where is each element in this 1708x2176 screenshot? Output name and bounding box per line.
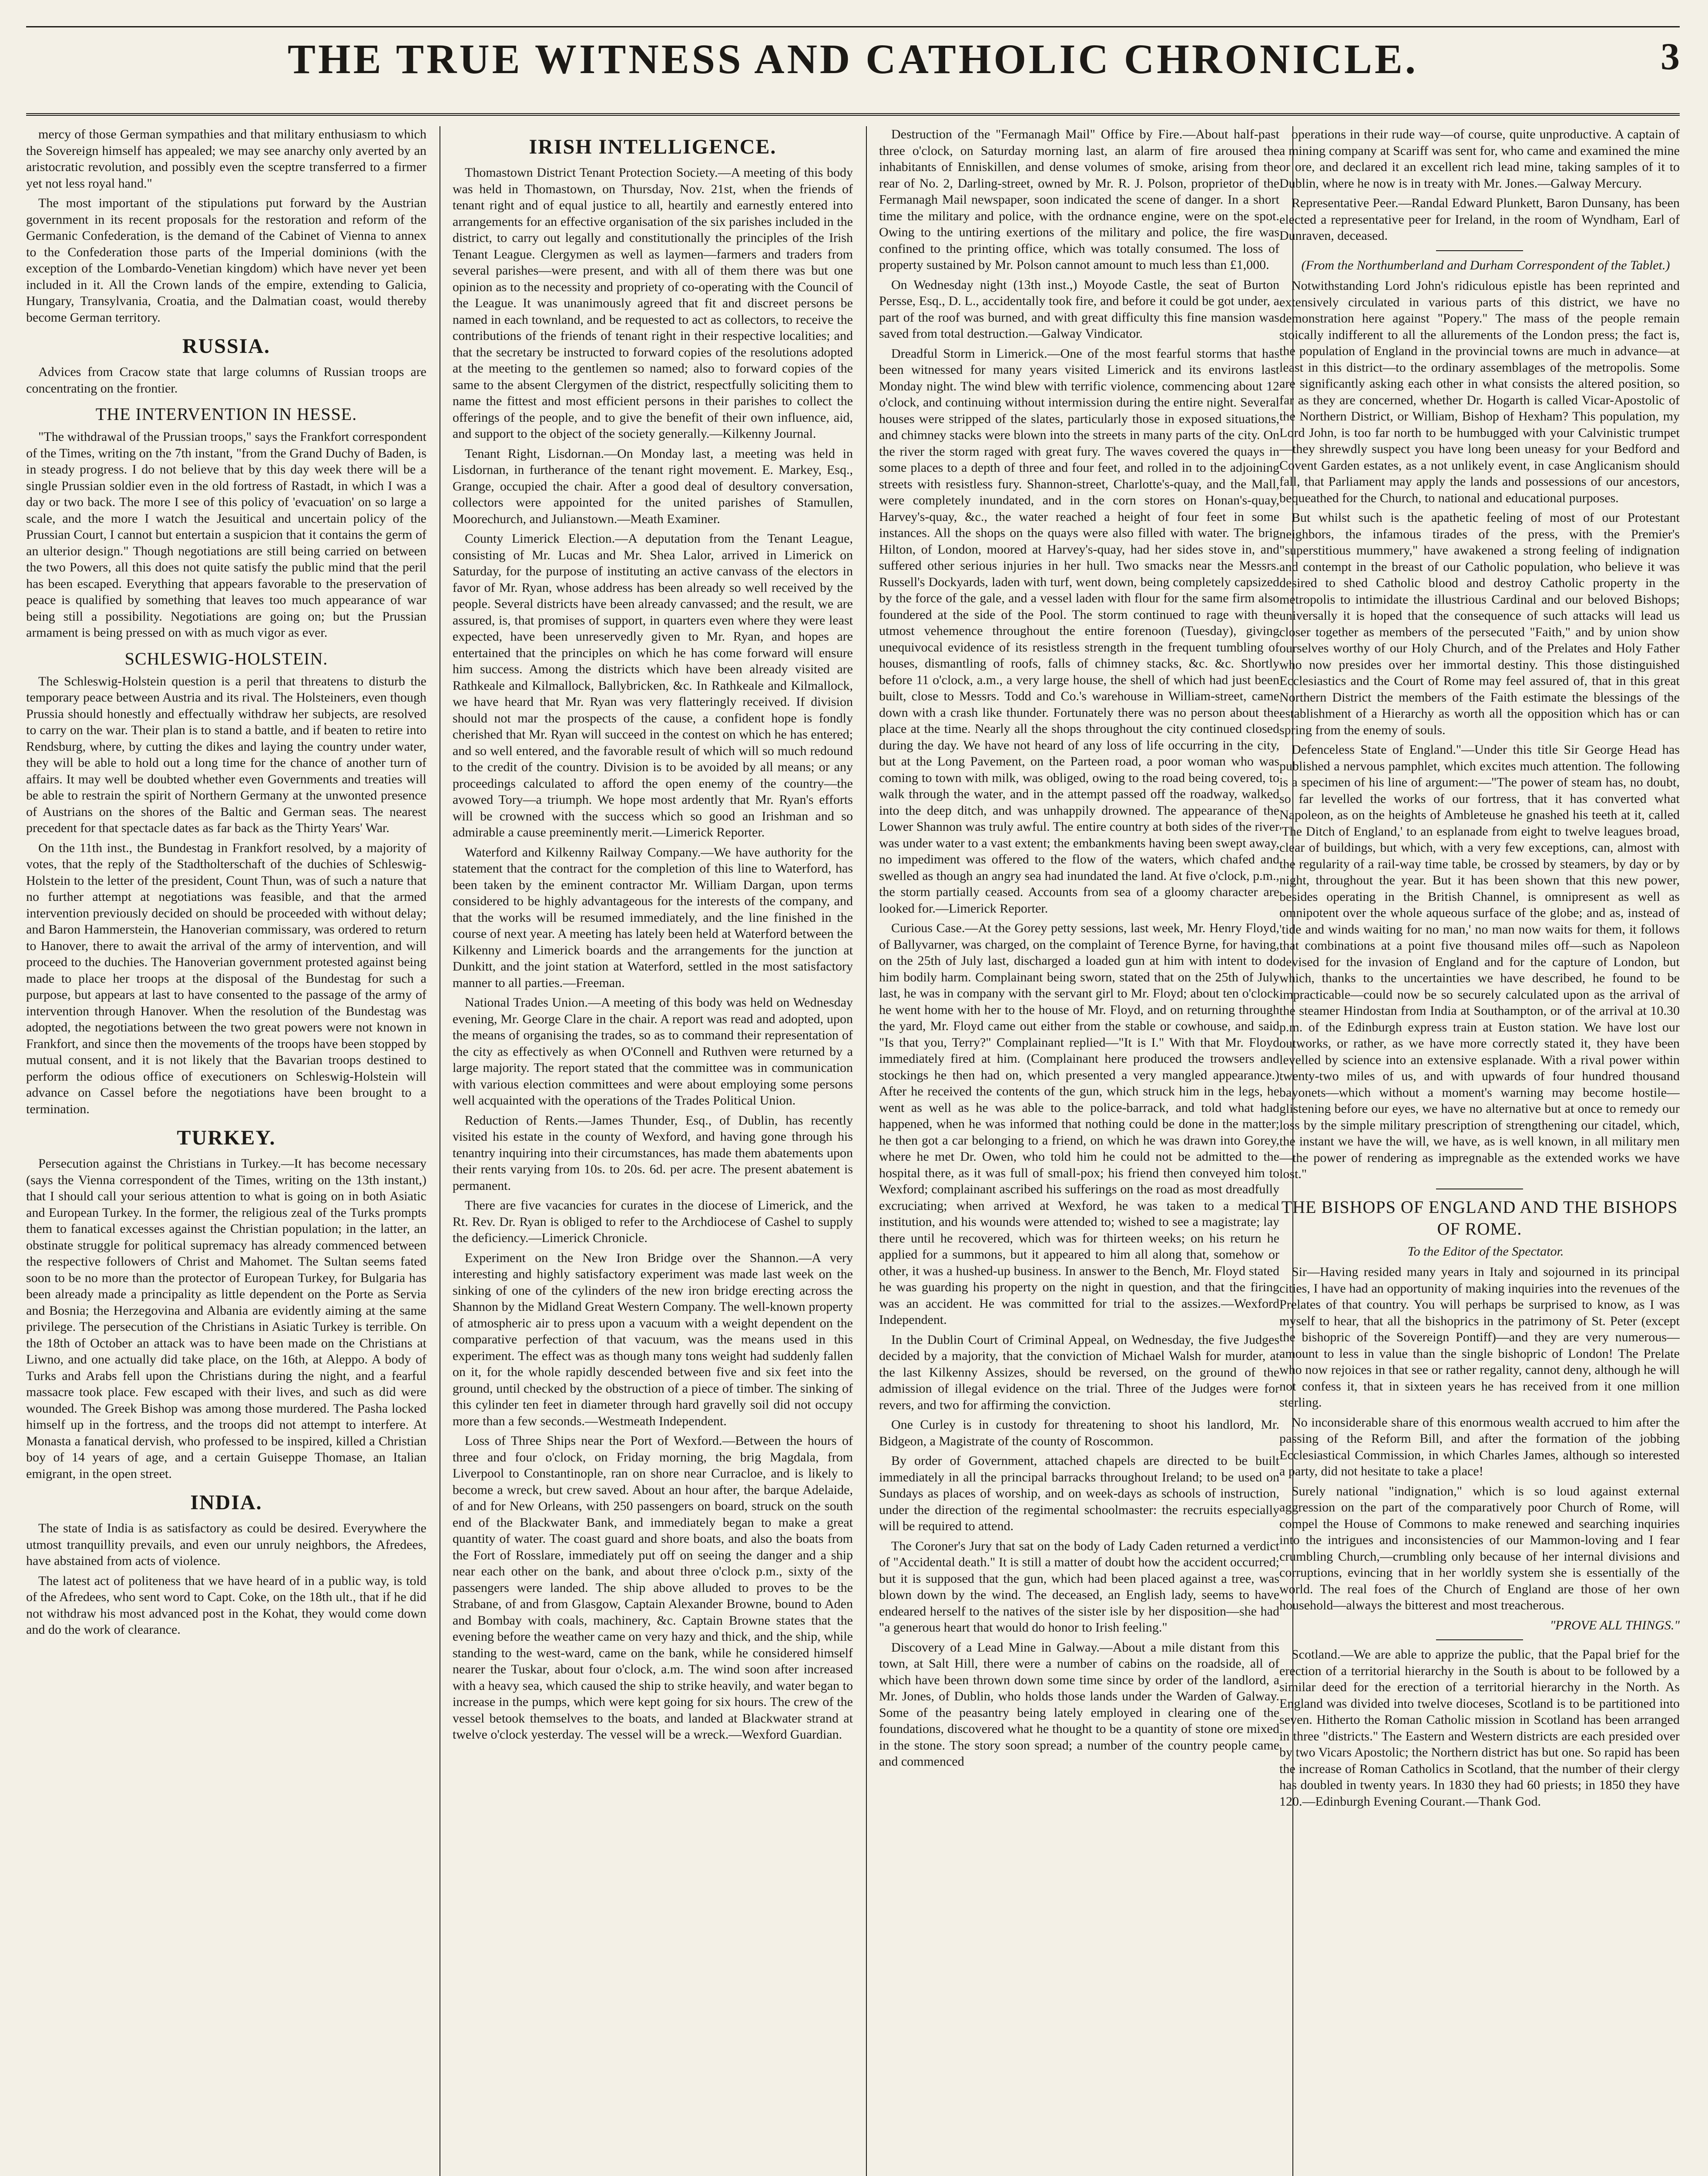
article-paragraph: Scotland.—We are able to apprize the public, that the Papal brief for the erection of a territorial hierarchy in the South is about to be followed by a similar deed for the erection of a territorial hierarchy in the North. As England was divided into twelve dioceses, Scotland is to be partitioned into seven. Hitherto the Roman Catholic mission in Scotland has been arranged in three "districts." The Eastern and Western districts are each presided over by two Vicars Apostolic; the Northern district has but one. So rapid has been the increase of Roman Catholics in Scotland, that the number of their clergy has doubled in twenty years. In 1830 they had 60 priests; in 1850 they have 120.—Edinburgh Evening Courant.—Thank God. (1279, 1647, 1680, 1809)
article-paragraph: The Schleswig-Holstein question is a peril that threatens to disturb the temporary peace between Austria and its rival. The Holsteiners, even though Prussia should honestly and effectually withdraw her subjects, are resolved to carry on the war. Their plan is to stand a battle, and if beaten to retire into Rendsburg, where, by cutting the dikes and laying the country under water, they will be able to hold out a long time for the chance of another turn of affairs. It may well be doubted whether even Governments and treaties will be able to restrain the spirit of Northern Germany at the unwonted presence of Austrians on the shores of the Baltic and German seas. The nearest precedent for that spectacle dates as far back as the Thirty Years' War. (26, 674, 426, 835)
section-rule (1436, 250, 1523, 251)
masthead (26, 17, 1680, 116)
column-2 (453, 126, 853, 2176)
article-paragraph: Surely national "indignation," which is so loud against external aggression on the part of the comparatively poor Church of Rome, will compel the House of Commons to make renewed and searching inquiries into the intrigues and inconsistencies of our Mammon-loving and I fear crumbling Church,—crumbling only because of her internal divisions and corruptions, evincing that in her worldly system she is essentially of the world. The real foes of the Church of England are those of her own household—always the bitterest and most treacherous. (1279, 1484, 1680, 1612)
section-heading: IRISH INTELLIGENCE. (529, 135, 777, 158)
masthead-title: THE TRUE WITNESS AND CATHOLIC CHRONICLE. (288, 36, 1418, 82)
section-heading: SCHLESWIG-HOLSTEIN. (124, 648, 328, 668)
section-heading: RUSSIA. (182, 335, 271, 358)
article-paragraph: Reduction of Rents.—James Thunder, Esq., of Dublin, has recently visited his estate in the county of Wexford, and having gone through his tenantry inquiring into their circumstances, has made them abatements upon their rents varying from 10s. to 20s. 6d. per acre. The present abatement is permanent. (453, 1113, 853, 1193)
article-paragraph: Thomastown District Tenant Protection Society.—A meeting of this body was held in Thomastown, on Thursday, Nov. 21st, when the friends of tenant right and of equal justice to all, heartily and earnestly entered into arrangements for an effective organisation of the six parishes included in the district, to carry out legally and constitutionally the principles of the Irish Tenant League. Clergymen as well as laymen—farmers and traders from several parishes—were present, and with all of them there was but one opinion as to the necessity and propriety of co-operating with the Council of the League. It was unanimously agreed that fit and discreet persons be named in each townland, and be requested to act as collectors, to receive the contributions of the friends of tenant right in their respective localities; and that the secretary be instructed to forward copies of the resolutions adopted at the meeting to the gentlemen so named; also to forward copies of the same to the absent Clergymen of the district, respectfully soliciting them to name the fittest and most efficient persons in their parishes to collect the offerings of the people, and to give the benefit of their own influence, aid, and support to the object of the society generally.—Kilkenny Journal. (453, 165, 853, 441)
letter-salutation: To the Editor of the Spectator. (1407, 1244, 1564, 1259)
article-paragraph: There are five vacancies for curates in the diocese of Limerick, and the Rt. Rev. Dr. Ryan is obliged to refer to the Archdiocese of Cashel to supply the deficiency.—Limerick Chronicle. (453, 1198, 853, 1245)
article-paragraph: Waterford and Kilkenny Railway Company.—We have authority for the statement that the contract for the completion of this line to Waterford, has been taken by the eminent contractor Mr. William Dargan, upon terms considered to be highly advantageous for the interests of the company, and that the works will be resumed immediately, and the line finished in the course of next year. A meeting has lately been held at Waterford between the Kilkenny and Limerick boards and the arrangements for the junction at Dunkitt, and the joint station at Waterford, settled in the most satisfactory manner to all parties.—Freeman. (453, 845, 853, 990)
article-paragraph: The latest act of politeness that we have heard of in a public way, is told of the Afredees, who sent word to Capt. Coke, on the 18th ult., that if he did not withdraw his most advanced post in the Kohat, they would come down and do the work of clearance. (26, 1573, 426, 1637)
article-paragraph: The Coroner's Jury that sat on the body of Lady Caden returned a verdict of "Accidental death." It is still a matter of doubt how the accident occurred; but it is supposed that the gun, which had been placed against a tree, was blown down by the wind. The deceased, an English lady, seems to have endeared herself to the natives of the sister isle by her disposition—she had "a generous heart that would do honor to Irish feeling." (879, 1538, 1279, 1635)
article-paragraph: Defenceless State of England."—Under this title Sir George Head has published a nervous pamphlet, which excites much attention. The following is a specimen of his line of argument:—"The power of steam has, no doubt, so far levelled the works of our fortress, that it has converted what Napoleon, as on the heights of Ambleteuse he gnashed his teeth at it, called 'The Ditch of England,' to an esplanade from eight to twelve leagues broad, clear of buildings, but which, with a very few exceptions, can, almost with the regularity of a rail-way time table, be crossed by steamers, by day or by night, throughout the year. But it has been shown that this new power, besides operating in the British Channel, is omnipresent as well as omnipotent over the whole aqueous surface of the globe; and as, instead of 'tide and winds waiting for no man,' no man now waits for them, it follows that combinations at a point five thousand miles off—such as Napoleon devised for the invasion of England and for the capture of London, but which, thanks to the uncertainties we have described, he found to be impracticable—could now be so securely calculated upon as the arrival of the steamer Hindostan from India at Southampton, or of the arrival at 10.30 p.m. of the Edinburgh express train at Euston station. We have lost our outworks, or rather, as we have more correctly stated it, they have been levelled by science into an extensive esplanade. With a rival power within twenty-two miles of us, and with upwards of four hundred thousand bayonets—which without a moment's warning may become hostile—glistening before our eyes, we have no alternative but at once to remedy our loss by the simple military prescription of strengthening our citadel, which, the instant we have the will, we have, as is well known, in all military men—the power of rendering as impregnable as the extended works we have lost." (1279, 742, 1680, 1181)
article-paragraph: On the 11th inst., the Bundestag in Frankfort resolved, by a majority of votes, that the reply of the Stadtholterschaft of the duchies of Schleswig-Holstein to the letter of the president, Count Thun, was of such a nature that no further attempt at negotiations was feasible, and that the armed intervention previously decided on should be proceeded with without delay; and Baron Hammerstein, the Hanoverian commissary, was ordered to return to Hanover, there to await the arrival of the army of intervention, and will proceed to the duchies. The Hanoverian government protested against being made to place her troops at the disposal of the Bundestag for such a purpose, but appears at last to have consented to the passage of the army of intervention through Hanover. When the resolution of the Bundestag was adopted, the negotiations between the two great powers were not known in Frankfort, and since then the movements of the troops have been stopped by mutual consent, and it is not likely that the Bavarian troops destined to perform the odious office of executioners on Schleswig-Holstein will advance on Cassel before the negotiations have been brought to a termination. (26, 840, 426, 1116)
article-paragraph: Loss of Three Ships near the Port of Wexford.—Between the hours of three and four o'clock, on Friday morning, the brig Magdala, from Liverpool to Constantinople, ran on shore near Curracloe, and is likely to become a wreck, but crew saved. About an hour after, the barque Adelaide, of and for New Orleans, with 250 passengers on board, struck on the south end of the Blackwater Bank, and immediately began to make a great quantity of water. The coast guard and shore boats, and also the boats from the Fort of Rosslare, immediately put off on seeing the danger and a ship near each other on the bank, and about three o'clock p.m., sixty of the passengers were landed. The ship above alluded to proves to be the Strabane, of and from Glasgow, Captain Alexander Browne, bound to Aden and Bombay with coals, machinery, &c. Captain Browne states that the evening before the weather came on very hazy and thick, and the ship, while standing to the west-ward, came on the bank, while he considered himself nearer the Tuskar, about four o'clock, a.m. The wind soon after increased with a heavy sea, which caused the ship to strike heavily, and water began to increase in the pumps, which were kept going for six hours. The crew of the vessel betook themselves to the boats, and landed at Blackwater strand at twelve o'clock yesterday. The vessel will be a wreck.—Wexford Guardian. (453, 1434, 853, 1742)
article-paragraph: Representative Peer.—Randal Edward Plunkett, Baron Dunsany, has been elected a representative peer for Ireland, in the room of Wyndham, Earl of Dunraven, deceased. (1279, 196, 1680, 243)
article-paragraph: National Trades Union.—A meeting of this body was held on Wednesday evening, Mr. George Clare in the chair. A report was read and adopted, upon the means of organising the trades, so as to command their representation of the city as effectively as when O'Connell and Ruthven were returned by a large majority. The report stated that the committee was in communication with various election committees and were about employing some persons well acquainted with the operations of the Trades Political Union. (453, 995, 853, 1108)
article-paragraph: One Curley is in custody for threatening to shoot his landlord, Mr. Bidgeon, a Magistrate of the county of Roscommon. (879, 1417, 1279, 1448)
article-paragraph: mercy of those German sympathies and that military enthusiasm to which the Sovereign himself has appealed; we may see anarchy only averted by an aristocratic revolution, and possibly even the sceptre transferred to a firmer yet not less royal hand." (26, 127, 426, 191)
section-rule (1436, 1639, 1523, 1640)
article-paragraph: Experiment on the New Iron Bridge over the Shannon.—A very interesting and highly satisfactory experiment was made last week on the sinking of one of the cylinders of the new iron bridge erecting across the Shannon by the Midland Great Western Company. The well-known property of atmospheric air to press upon a vacuum with a weight dependent on the comparative perfection of that vacuum, was the means used in this experiment. The effect was as though many tons weight had suddenly fallen on it, for the whole rapidly descended between five and six feet into the ground, until checked by the obstruction of a piece of timber. The sinking of this cylinder ten feet in diameter through hard gravelly soil did not occupy more than a few seconds.—Westmeath Independent. (453, 1250, 853, 1428)
column-3 (879, 126, 1279, 2176)
article-paragraph: Discovery of a Lead Mine in Galway.—About a mile distant from this town, at Salt Hill, there were a number of cabins on the roadside, all of which have been thrown down some time since by order of the landlord, a Mr. Jones, of Dublin, who holds those lands under the Warden of Galway. Some of the peasantry being lately employed in clearing one of the foundations, discovered what he thought to be a quantity of stone ore mixed in the stone. The story soon spread; a number of the country people came and commenced (879, 1640, 1279, 1769)
masthead-top-rule (26, 26, 1680, 27)
article-paragraph: Sir—Having resided many years in Italy and sojourned in its principal cities, I have had an opportunity of making inquiries into the revenues of the Prelates of that country. You will perhaps be surprised to know, as I was myself to hear, that all the bishoprics in the patrimony of St. Peter (except the bishopric of the Sovereign Pontiff)—and they are very numerous—amount to less in value than the single bishopric of London! The Prelate who now rejoices in that see or rather regality, cannot deny, although he will not confess it, that in sixteen years he has received from it one million sterling. (1279, 1265, 1680, 1410)
column-4 (1279, 126, 1680, 2176)
article-paragraph: Curious Case.—At the Gorey petty sessions, last week, Mr. Henry Floyd, of Ballyvarner, was charged, on the complaint of Terence Byrne, for having, on the 25th of July last, discharged a loaded gun at him with intent to do him bodily harm. Complainant being sworn, stated that on the 25th of July last, he was in company with the servant girl to Mr. Floyd; about ten o'clock he went home with her to the house of Mr. Floyd, and on returning through the yard, Mr. Floyd came out either from the stable or cowhouse, and said "Is that you, Terry?" Complainant replied—"It is I." With that Mr. Floyd immediately fired at him. (Complainant here produced the trowsers and stockings he then had on, which presented a very mangled appearance.) After he received the contents of the gun, which struck him in the legs, he went as well as he was able to the police-barrack, and told what had happened, when he was informed that nothing could be done in the matter; he then got a car belonging to a friend, on which he was drawn into Gorey, where he met Dr. Owen, who told him he could not be admitted to the hospital there, as it was full of small-pox; his friend then conveyed him to Wexford; complainant ascribed his sufferings on the road as most dreadfully excruciating; when arrived at Wexford, he was taken to a medical institution, and his wounds were attended to; wished to see a magistrate; lay there until he recovered, which was for thirteen weeks; on his return he applied for a summons, but it appeared to him all along that, somehow or other, it was a hushed-up business. In answer to the Bench, Mr. Floyd stated he was guarding his property on the night in question, and that the firing was an accident. He was committed for trial to the assizes.—Wexford Independent. (879, 921, 1279, 1327)
correspondent-line: (From the Northumberland and Durham Correspondent of the Tablet.) (1301, 258, 1670, 272)
page-number: 3 (1661, 36, 1680, 78)
article-paragraph: Dreadful Storm in Limerick.—One of the most fearful storms that has been witnessed for many years visited Limerick and its environs last Monday night. The wind blew with terrific violence, commencing about 12 o'clock, and continuing without intermission during the entire night. Several houses were stripped of the slates, particularly those in exposed situations, and chimney stacks were blown into the streets in many parts of the city. On the river the storm raged with great fury. The waves covered the quays in some places to a depth of three and four feet, and rolled in to the adjoining streets with resistless fury. Shannon-street, Charlotte's-quay, and the Mall, were completely inundated, and in the corn stores on Honan's-quay, Harvey's-quay, &c., the water reached a height of four feet in some instances. All the shops on the quays were also filled with water. The brig Hilton, of London, moored at Harvey's-quay, had her sides stove in, and suffered other serious injuries in her hull. Two smacks near the Messrs. Russell's Dockyards, laden with turf, went down, being completely capsized by the force of the gale, and a vessel laden with flour for the same firm also foundered at the side of the Pool. The storm continued to rage with the utmost vehemence throughout the entire forenoon (Tuesday), giving unequivocal evidence of its resistless strength in the frequent tumbling of houses, dismantling of roofs, falls of chimney stacks, &c. &c. Shortly before 11 o'clock, a.m., a very large house, the shell of which had just been built, close to Messrs. Todd and Co.'s warehouse in William-street, came down with a crash like thunder. Fortunately there was no person about the place at the time. Nearly all the shops throughout the city continued closed during the day. We have not heard of any loss of life occurring in the city, but at the Long Pavement, on the Parteen road, a poor woman who was coming to town with milk, was obliged, owing to the road being covered, to walk through the water, and in the attempt passed off the roadway, walked into the deep ditch, and was unhappily drowned. The appearance of the Lower Shannon was truly awful. The entire country at both sides of the river was under water to a vast extent; the embankments having been swept away, no impediment was offered to the flow of the waters, which chafed and swelled as though an angry sea had inundated the land. At five o'clock, p.m., the storm partially ceased. Accounts from sea of a gloomy character are looked for.—Limerick Reporter. (879, 346, 1279, 916)
article-paragraph: Tenant Right, Lisdornan.—On Monday last, a meeting was held in Lisdornan, in furtherance of the tenant right movement. E. Markey, Esq., Grange, occupied the chair. After a good deal of desultory conversation, collectors were appointed for the united parishes of Stamullen, Moorechurch, and Julianstown.—Meath Examiner. (453, 446, 853, 526)
article-paragraph: "The withdrawal of the Prussian troops," says the Frankfort correspondent of the Times, writing on the 7th instant, "from the Grand Duchy of Baden, is in steady progress. I do not believe that by this day week there will be a single Prussian soldier even in the old fortress of Rastadt, in which I was a day or two back. The more I see of this policy of 'evacuation' on so large a scale, and the more I watch the Jesuitical and uncertain policy of the Prussian Court, I cannot but entertain a suspicion that it contains the germ of an ulterior design." Though negotiations are still being carried on between the two Powers, all this does not quite satisfy the public mind that the peril has been escaped. Everything that appears favorable to the preservation of peace is qualified by something that leaves too much appearance of war being still a possibility. Negotiations are going on; but the Prussian armament is being pressed on with as much vigor as ever. (26, 430, 426, 640)
article-paragraph: In the Dublin Court of Criminal Appeal, on Wednesday, the five Judges decided by a majority, that the conviction of Michael Walsh for murder, at the last Kilkenny Assizes, should be reversed, on the ground of the admission of illegal evidence on the trial. Three of the Judges were for revers, and two for affirming the conviction. (879, 1332, 1279, 1412)
article-paragraph: On Wednesday night (13th inst.,) Moyode Castle, the seat of Burton Persse, Esq., D. L., accidentally took fire, and before it could be got under, a part of the roof was burned, and with great difficulty this fine mansion was saved from total destruction.—Galway Vindicator. (879, 277, 1279, 341)
column-1 (26, 126, 426, 2176)
column-divider (866, 126, 867, 2176)
article-paragraph: By order of Government, attached chapels are directed to be built immediately in all the principal barracks throughout Ireland; to be used on Sundays as places of worship, and on week-days as schools of instruction, under the direction of the regimental schoolmaster: the recruits especially will be required to attend. (879, 1454, 1279, 1533)
article-paragraph: No inconsiderable share of this enormous wealth accrued to him after the passing of the Reform Bill, and after the formation of the jobbing Ecclesiastical Commission, in which Charles James, although so interested a party, did not hesitate to take a place! (1279, 1415, 1680, 1478)
article-paragraph: Notwithstanding Lord John's ridiculous epistle has been reprinted and extensively circulated in various parts of this district, we have no demonstration here against "Popery." The mass of the people remain stoically indifferent to all the allurements of the London press; the fact is, the population of England in the provincial towns are much in advance—at least in this district—to the ordinary assemblages of the metropolis. Some are significantly asking each other in what consists the altered position, so far as they are concerned, whether Dr. Hogarth is called Vicar-Apostolic of the Northern District, or William, Bishop of Hexham? This population, my Lord John, is too far north to be humbugged with your Calvinistic trumpet—they shrewdly suspect you have long been uneasy for your Bedford and Covent Garden estates, as a not unlikely event, in case Anglicanism should fall, that Parliament may apply the lands and possessions of our ancestors, bequeathed for the Church, to national and educational purposes. (1279, 279, 1680, 505)
section-heading: TURKEY. (177, 1126, 276, 1149)
article-paragraph: Destruction of the "Fermanagh Mail" Office by Fire.—About half-past three o'clock, on Saturday morning last, an alarm of fire aroused the inhabitants of Enniskillen, and dense volumes of smoke, arising from the rear of No. 2, Darling-street, owned by Mr. R. J. Polson, proprietor of the Fermanagh Mail newspaper, soon indicated the scene of danger. In a short time the military and police, with the ordnance engine, were on the spot. Owing to the untiring exertions of the military and police, the fire was confined to the printing office, which was totally consumed. The loss of property sustained by Mr. Polson cannot amount to much less than £1,000. (879, 127, 1279, 272)
article-paragraph: But whilst such is the apathetic feeling of most of our Protestant neighbors, the infamous tirades of the press, with the Premier's "superstitious mummery," have awakened a strong feeling of indignation and contempt in the breast of our Catholic population, who believe it was desired to shed Catholic blood and destroy Catholic property in the metropolis to intimidate the illustrious Cardinal and our beloved Bishops; universally it is hoped that the consequence of such attacks will lead us closer together as members of the persecuted "Faith," and by union show ourselves worthy of our Holy Church, and of the Prelates and Holy Father who now presides over her immortal destiny. This those distinguished Ecclesiastics and the Court of Rome may feel assured of, that in this great Northern District the members of the Faith estimate the blessings of the establishment of a Hierarchy as worth all the opposition which has or can spring from the enemy of souls. (1279, 510, 1680, 737)
section-heading: THE INTERVENTION IN HESSE. (95, 404, 357, 424)
article-paragraph: Persecution against the Christians in Turkey.—It has become necessary (says the Vienna correspondent of the Times, writing on the 13th instant,) that I should call your serious attention to what is going on in both Asiatic and European Turkey. In the former, the religious zeal of the Turks prompts them to fanatical excesses against the Christian population; in the latter, an obstinate struggle for political supremacy has already commenced between the respective followers of Christ and Mahomet. The Sultan seems fated soon to be no more than the protector of European Turkey, for Bulgaria has been already made a principality as little dependent on the Porte as Servia and Bosnia; the Herzegovina and Albania are evidently aiming at the same privilege. The persecution of the Christians in Asiatic Turkey is terrible. On the 18th of October an attack was to have been made on the Christians at Liwno, and one actually did take place, on the 16th, at Aleppo. A body of Turks and Arabs fell upon the Christians during the night, and a fearful massacre took place. Few escaped with their lives, and such as did were wounded. The Greek Bishop was among those murdered. The Pasha locked himself up in the fortress, and the troops did not attempt to interfere. At Monasta a fanatical dervish, who professed to be inspired, killed a Christian boy of 14 years of age, and a certain Guiseppe Thomase, an Italian emigrant, in the open street. (26, 1156, 426, 1481)
article-paragraph: County Limerick Election.—A deputation from the Tenant League, consisting of Mr. Lucas and Mr. Shea Lalor, arrived in Limerick on Saturday, for the purpose of instituting an active canvass of the electors in favor of Mr. Ryan, whose address has been already so well received by the people. Several districts have been already canvassed; and the result, we are assured, is, that promises of support, in quarters even where they were least expected, have been unreservedly given to Mr. Ryan, and hopes are entertained that the principles on which he has come forward will ensure him success. Among the districts which have been already visited are Rathkeale and Kilmallock, Ballybricken, &c. In Rathkeale and Kilmallock, we have heard that Mr. Ryan was very flatteringly received. If division should not mar the prospects of the cause, a confident hope is fondly cherished that Mr. Ryan will succeed in the contest on which he has entered; and so well entered, and the favorable result of which will so much redound to the credit of the country. Division is to be avoided by all means; or any proceedings calculated to afford the open enemy of the country—the avowed Tory—a triumph. We hope most ardently that Mr. Ryan's efforts will be crowned with the success which so good an Irishman and so admirable a cause preeminently merit.—Limerick Reporter. (453, 531, 853, 840)
article-paragraph: The most important of the stipulations put forward by the Austrian government in its recent proposals for the restoration and reform of the Germanic Confederation, is the demand of the Cabinet of Vienna to annex to the Confederation those parts of the Imperial dominions (with the exception of the Lombardo-Venetian kingdom) which have never yet been included in it. All the Crown lands of the empire, extending to Galicia, Hungary, Transylvania, Croatia, and the Dalmatian coast, would thereby become German territory. (26, 196, 426, 325)
article-paragraph: Advices from Cracow state that large columns of Russian troops are concentrating on the frontier. (26, 365, 426, 396)
letter-signature: "PROVE ALL THINGS." (1550, 1618, 1680, 1632)
article-paragraph: The state of India is as satisfactory as could be desired. Everywhere the utmost tranquillity prevails, and even our unruly neighbors, the Afredees, have abstained from acts of violence. (26, 1521, 426, 1568)
section-heading: THE BISHOPS OF ENGLAND AND THE BISHOPS OF ROME. (1281, 1197, 1678, 1239)
section-heading: INDIA. (190, 1491, 262, 1514)
columns-container (26, 126, 1680, 2176)
newspaper-page (26, 17, 1680, 2176)
article-paragraph: operations in their rude way—of course, quite unproductive. A captain of a mining company at Scariff was sent for, who came and examined the mine or ore, and declared it an excellent rich lead mine, taking samples of it to Dublin, where he now is in treaty with Mr. Jones.—Galway Mercury. (1279, 127, 1680, 191)
